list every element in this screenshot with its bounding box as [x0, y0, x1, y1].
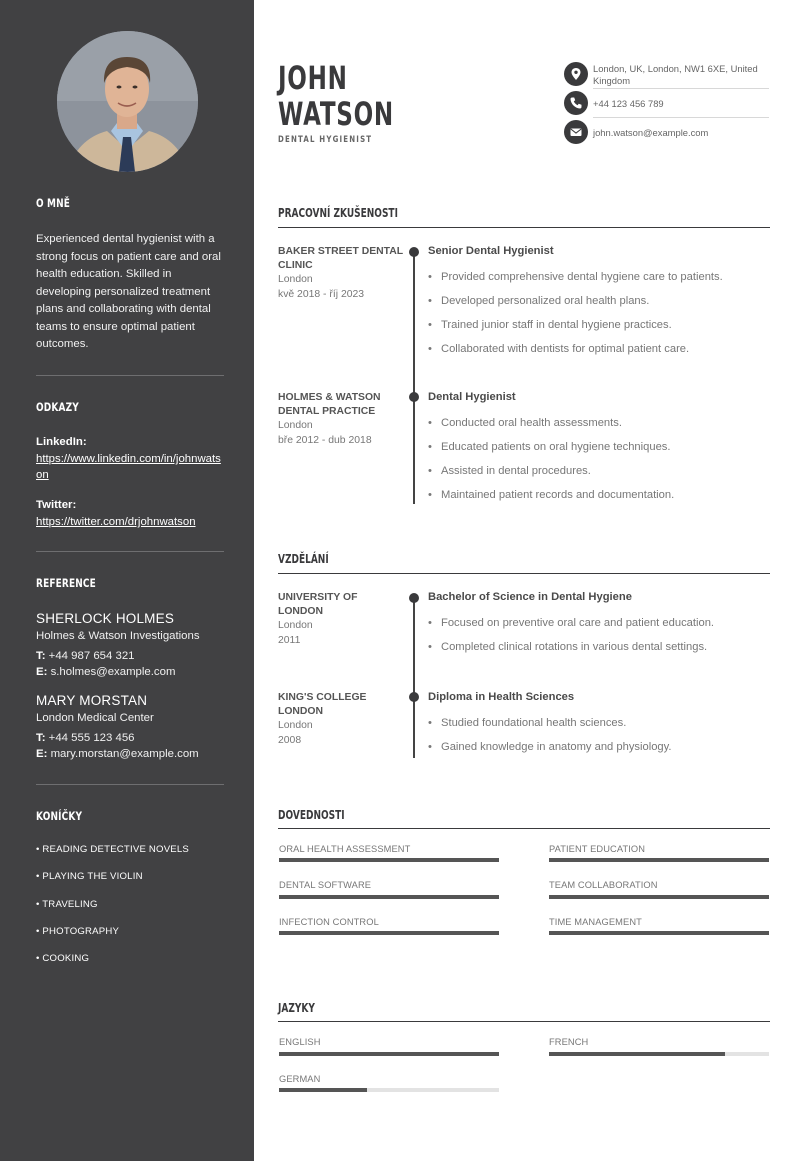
language-bar: [279, 1052, 499, 1056]
experience-role: Dental Hygienist: [428, 391, 516, 403]
education-organization: KING'S COLLEGE LONDON: [278, 692, 367, 717]
timeline-dot: [409, 593, 419, 603]
skill-name: DENTAL SOFTWARE: [279, 880, 372, 890]
experience-organization: BAKER STREET DENTAL CLINIC: [278, 246, 403, 271]
experience-location: London: [278, 274, 313, 285]
hobby-item: • TRAVELING: [36, 899, 98, 910]
experience-bullet: • Conducted oral health assessments.: [428, 417, 622, 429]
skill-bar-fill: [279, 931, 499, 935]
divider: [36, 551, 224, 552]
skill-bar-fill: [279, 895, 499, 899]
last-name: WATSON: [278, 95, 394, 133]
avatar: [57, 31, 198, 172]
contact-address: London, UK, London, NW1 6XE, United Kingdom: [593, 63, 758, 86]
education-bullet: • Focused on preventive oral care and patient education.: [428, 617, 714, 629]
language-name: ENGLISH: [279, 1037, 321, 1047]
timeline-dot: [409, 247, 419, 257]
education-heading: VZDĚLÁNÍ: [278, 552, 329, 566]
skill-name: ORAL HEALTH ASSESSMENT: [279, 844, 411, 854]
experience-dates: kvě 2018 - říj 2023: [278, 289, 365, 300]
contact-email[interactable]: john.watson@example.com: [593, 127, 709, 138]
skill-bar: [279, 895, 499, 899]
sidebar: [0, 0, 254, 1161]
hobby-item: • READING DETECTIVE NOVELS: [36, 844, 190, 855]
education-bullet: • Studied foundational health sciences.: [428, 717, 626, 729]
phone-icon: [564, 91, 588, 115]
envelope-icon: [564, 120, 588, 144]
hobby-item: • PLAYING THE VIOLIN: [36, 871, 143, 882]
timeline-line: [413, 252, 415, 504]
reference-organization: Holmes & Watson Investigations: [36, 630, 200, 642]
section-divider: [278, 227, 770, 228]
education-dates: 2011: [278, 635, 301, 646]
reference-name: MARY MORSTAN: [36, 693, 148, 708]
language-bar-fill: [279, 1088, 367, 1092]
skill-bar-fill: [279, 858, 499, 862]
twitter-label: Twitter:: [36, 499, 77, 511]
skill-bar: [549, 931, 769, 935]
reference-email: E: s.holmes@example.com: [36, 666, 176, 678]
section-divider: [278, 1021, 770, 1022]
languages-heading: JAZYKY: [278, 1001, 315, 1015]
twitter-link[interactable]: https://twitter.com/drjohnwatson: [36, 516, 196, 528]
skill-bar: [279, 931, 499, 935]
first-name: JOHN: [278, 59, 348, 97]
about-heading: O MNĚ: [36, 196, 71, 210]
links-heading: ODKAZY: [36, 400, 79, 414]
hobby-item: • COOKING: [36, 953, 90, 964]
location-pin-icon: [564, 62, 588, 86]
education-organization: UNIVERSITY OF LONDON: [278, 592, 358, 617]
reference-phone: T: +44 987 654 321: [36, 650, 135, 662]
education-bullet: • Gained knowledge in anatomy and physiology.: [428, 741, 672, 753]
section-divider: [278, 828, 770, 829]
section-divider: [278, 573, 770, 574]
reference-organization: London Medical Center: [36, 712, 154, 724]
experience-bullet: • Assisted in dental procedures.: [428, 465, 591, 477]
experience-bullet: • Provided comprehensive dental hygiene care to patients.: [428, 271, 723, 283]
skill-bar: [279, 858, 499, 862]
experience-bullet: • Trained junior staff in dental hygiene practices.: [428, 319, 672, 331]
experience-bullet: • Collaborated with dentists for optimal patient care.: [428, 343, 689, 355]
divider: [593, 88, 769, 89]
experience-dates: bře 2012 - dub 2018: [278, 435, 372, 446]
language-bar: [279, 1088, 499, 1092]
experience-organization: HOLMES & WATSON DENTAL PRACTICE: [278, 392, 381, 417]
divider: [593, 117, 769, 118]
experience-bullet: • Developed personalized oral health plans.: [428, 295, 649, 307]
skill-name: INFECTION CONTROL: [279, 917, 379, 927]
skill-name: TEAM COLLABORATION: [549, 880, 658, 890]
education-degree: Bachelor of Science in Dental Hygiene: [428, 591, 632, 603]
experience-role: Senior Dental Hygienist: [428, 245, 554, 257]
timeline-dot: [409, 692, 419, 702]
reference-email: E: mary.morstan@example.com: [36, 748, 199, 760]
linkedin-link[interactable]: https://www.linkedin.com/in/johnwatson: [36, 453, 221, 481]
skill-bar-fill: [549, 895, 769, 899]
experience-bullet: • Maintained patient records and documentation.: [428, 489, 674, 501]
references-heading: REFERENCE: [36, 576, 96, 590]
timeline-line: [413, 598, 415, 758]
reference-name: SHERLOCK HOLMES: [36, 611, 175, 626]
language-bar-fill: [549, 1052, 725, 1056]
skill-bar-fill: [549, 931, 769, 935]
experience-location: London: [278, 420, 313, 431]
timeline-dot: [409, 392, 419, 402]
skill-name: PATIENT EDUCATION: [549, 844, 646, 854]
skill-bar-fill: [549, 858, 769, 862]
experience-heading: PRACOVNÍ ZKUŠENOSTI: [278, 206, 398, 220]
language-bar-fill: [279, 1052, 499, 1056]
education-bullet: • Completed clinical rotations in various dental settings.: [428, 641, 707, 653]
skill-bar: [549, 895, 769, 899]
education-dates: 2008: [278, 735, 302, 746]
linkedin-label: LinkedIn:: [36, 436, 87, 448]
about-text: Experienced dental hygienist with a strong focus on patient care and oral health education. Skilled in developing personalized treatment plans and collaborating with dental teams to ensure optimal patient outcomes.: [36, 233, 221, 350]
divider: [36, 784, 224, 785]
education-location: London: [278, 720, 313, 731]
language-name: GERMAN: [279, 1074, 321, 1084]
hobby-item: • PHOTOGRAPHY: [36, 926, 120, 937]
language-name: FRENCH: [549, 1037, 589, 1047]
job-title: DENTAL HYGIENIST: [278, 135, 373, 145]
skill-bar: [549, 858, 769, 862]
education-location: London: [278, 620, 313, 631]
education-degree: Diploma in Health Sciences: [428, 691, 575, 703]
experience-bullet: • Educated patients on oral hygiene techniques.: [428, 441, 671, 453]
reference-phone: T: +44 555 123 456: [36, 732, 135, 744]
hobbies-heading: KONÍČKY: [36, 809, 83, 823]
contact-phone: +44 123 456 789: [593, 98, 664, 109]
divider: [36, 375, 224, 376]
skills-heading: DOVEDNOSTI: [278, 808, 345, 822]
skill-name: TIME MANAGEMENT: [549, 917, 642, 927]
language-bar: [549, 1052, 769, 1056]
